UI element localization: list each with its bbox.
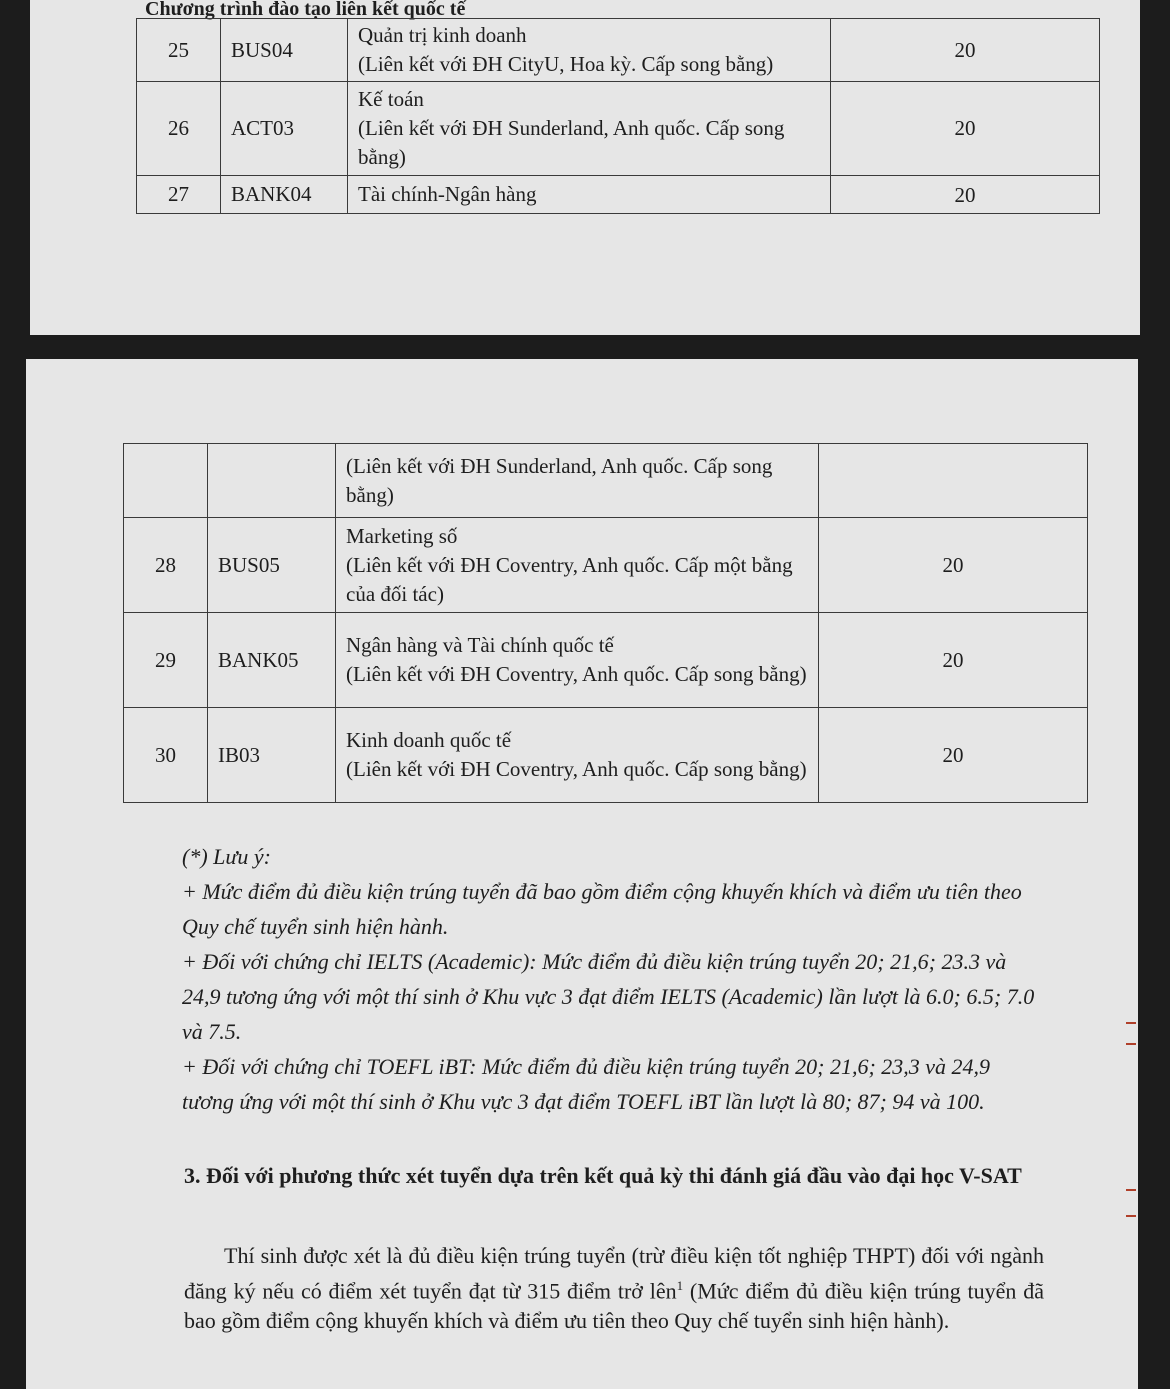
admission-table-bottom: [123, 443, 1088, 803]
program-note: (Liên kết với ĐH Sunderland, Anh quốc. Cấp song bằng): [358, 116, 785, 169]
program-name: Quản trị kinh doanh: [358, 23, 527, 47]
program-code: [208, 444, 336, 518]
table-row: [137, 19, 1100, 82]
table-row: [137, 176, 1100, 214]
row-number: 26: [137, 82, 221, 176]
program-note: (Liên kết với ĐH Sunderland, Anh quốc. Cấp song bằng): [336, 444, 819, 518]
program-name-cell: [336, 613, 819, 708]
program-name-cell: [348, 19, 831, 82]
program-code: BUS04: [221, 19, 348, 82]
edge-mark: [1126, 1043, 1136, 1045]
notes-title: (*) Lưu ý:: [182, 844, 271, 869]
program-code: BANK05: [208, 613, 336, 708]
row-number: 29: [124, 613, 208, 708]
program-name-cell: [336, 708, 819, 803]
notes-section: [182, 839, 1042, 1119]
edge-mark: [1126, 1189, 1136, 1191]
program-name: Tài chính-Ngân hàng: [358, 182, 537, 206]
program-quota: 20: [819, 518, 1088, 613]
program-code: IB03: [208, 708, 336, 803]
row-number: [124, 444, 208, 518]
program-code: ACT03: [221, 82, 348, 176]
program-code: BANK04: [221, 176, 348, 214]
table-row: [124, 708, 1088, 803]
note-item: + Đối với chứng chỉ TOEFL iBT: Mức điểm đủ điều kiện trúng tuyển 20; 21,6; 23,3 và 24,9 tương ứng với một thí sinh ở Khu vực 3 đạt điểm TOEFL iBT lần lượt là 80; 87; 94 và 100.: [182, 1054, 991, 1114]
program-code: BUS05: [208, 518, 336, 613]
edge-mark: [1126, 1215, 1136, 1217]
program-note: (Liên kết với ĐH Coventry, Anh quốc. Cấp một bằng của đối tác): [346, 552, 793, 606]
program-quota: [819, 444, 1088, 518]
body-paragraph: [184, 1241, 1044, 1336]
program-quota: 20: [831, 19, 1100, 82]
program-note: (Liên kết với ĐH Coventry, Anh quốc. Cấp song bằng): [346, 757, 807, 781]
row-number: 25: [137, 19, 221, 82]
section-title: Chương trình đào tạo liên kết quốc tế: [145, 0, 466, 20]
program-quota: 20: [831, 82, 1100, 176]
program-quota: 20: [819, 708, 1088, 803]
paragraph-text: (Mức điểm đủ điều kiện trúng tuyển đã bao gồm điểm cộng khuyến khích và điểm ưu tiên theo Quy chế tuyển sinh hiện hành).: [184, 1278, 1045, 1334]
program-name-cell: [348, 176, 831, 214]
row-number: 27: [137, 176, 221, 214]
program-name: Ngân hàng và Tài chính quốc tế: [346, 633, 614, 657]
program-name: Kinh doanh quốc tế: [346, 728, 512, 752]
document-page-bottom: [26, 359, 1138, 1389]
note-item: + Mức điểm đủ điều kiện trúng tuyển đã bao gồm điểm cộng khuyến khích và điểm ưu tiên theo Quy chế tuyển sinh hiện hành.: [182, 879, 1022, 939]
table-row: [137, 82, 1100, 176]
table-row: [124, 518, 1088, 613]
document-page-top: [30, 0, 1140, 335]
section-heading: 3. Đối với phương thức xét tuyển dựa trên kết quả kỳ thi đánh giá đầu vào đại học V-SAT: [184, 1163, 1022, 1188]
program-name-cell: [336, 518, 819, 613]
table-row: [124, 613, 1088, 708]
note-item: + Đối với chứng chỉ IELTS (Academic): Mức điểm đủ điều kiện trúng tuyển 20; 21,6; 23.3 và 24,9 tương ứng với một thí sinh ở Khu vực 3 đạt điểm IELTS (Academic) lần lượt là 6.0; 6.5; 7.0 và 7.5.: [182, 949, 1035, 1044]
program-quota: 20: [819, 613, 1088, 708]
program-quota: 20: [831, 176, 1100, 214]
table-row: [124, 444, 1088, 518]
program-name-cell: [348, 82, 831, 176]
footnote-ref: 1: [676, 1278, 684, 1293]
program-note: (Liên kết với ĐH Coventry, Anh quốc. Cấp song bằng): [346, 662, 807, 686]
row-number: 28: [124, 518, 208, 613]
admission-table-top: [136, 18, 1100, 214]
program-name: Marketing số: [346, 523, 458, 548]
row-number: 30: [124, 708, 208, 803]
edge-mark: [1126, 1022, 1136, 1024]
program-note: (Liên kết với ĐH CityU, Hoa kỳ. Cấp song bằng): [358, 52, 774, 76]
paragraph-text: Thí sinh được xét là đủ điều kiện trúng tuyển (trừ điều kiện tốt nghiệp THPT) đối với ngành đăng ký nếu có điểm xét tuyển đạt từ 315 điểm trở lên: [184, 1243, 1044, 1304]
program-name: Kế toán: [358, 87, 424, 111]
